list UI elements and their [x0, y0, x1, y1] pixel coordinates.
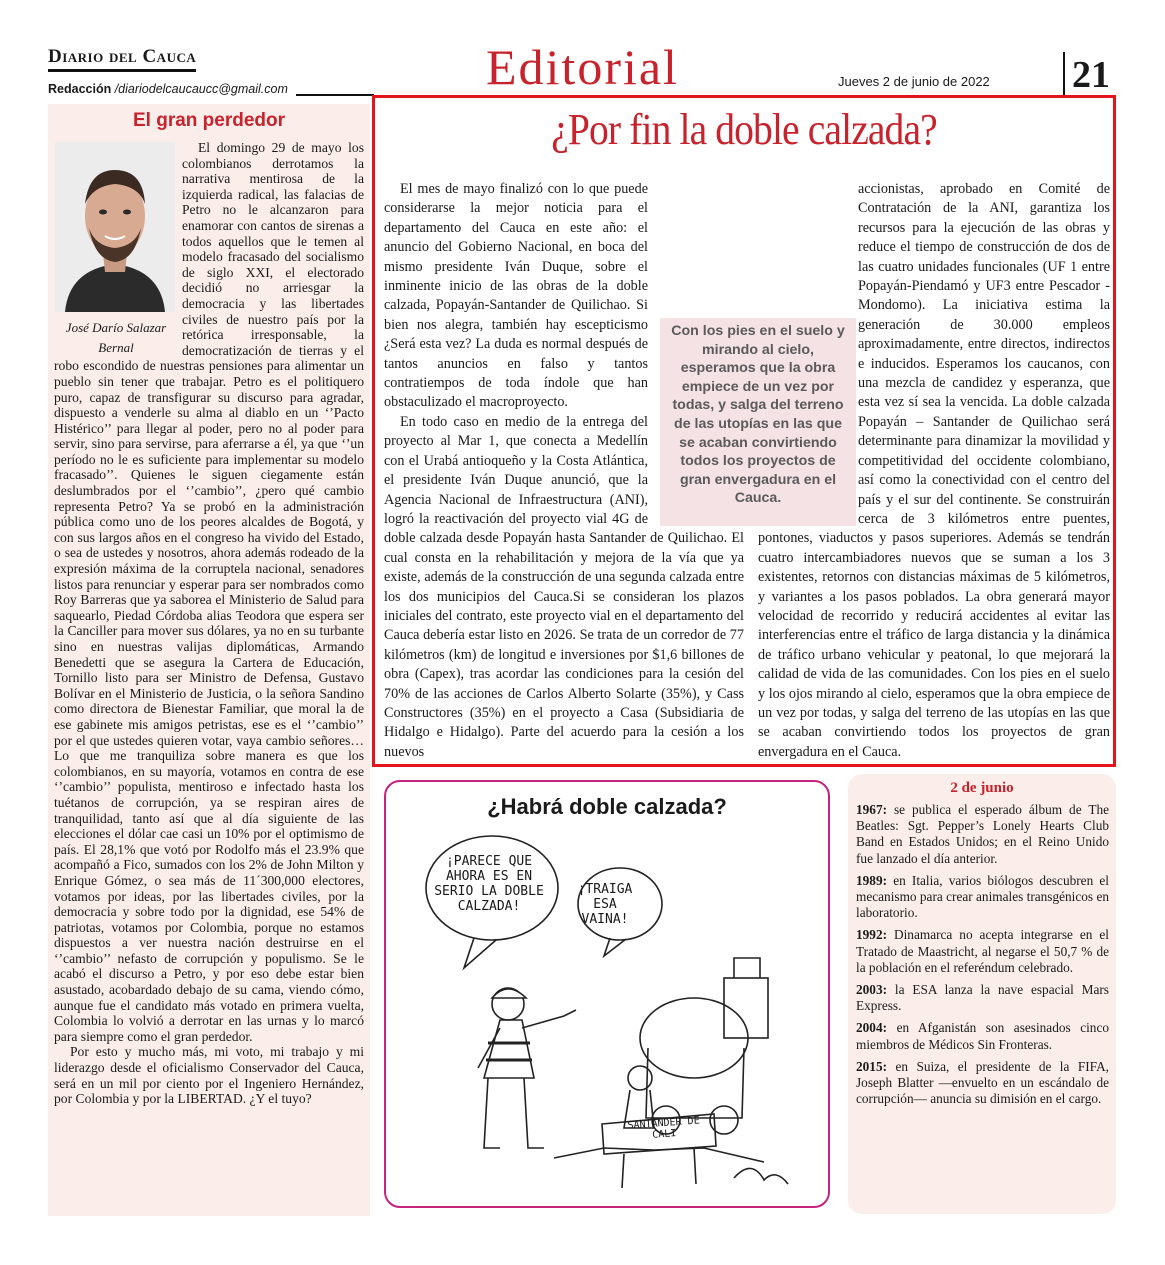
issue-date: Jueves 2 de junio de 2022 — [838, 74, 990, 89]
road-sign: SANTANDER DE CALI — [627, 1115, 701, 1141]
ephemeris-year: 2003: — [856, 982, 888, 998]
ephemeris-text: en Afganistán son asesinados cinco miembros de Médicos Sin Fronteras. — [856, 1020, 1109, 1052]
ephemeris-item — [856, 802, 1109, 867]
ephemeris-item — [856, 927, 1109, 976]
ephemeris-year: 2015: — [856, 1058, 888, 1074]
ephemeris-year: 1989: — [856, 872, 888, 888]
column-paragraph: Por esto y mucho más, mi voto, mi trabajo y mi liderazgo desde el oficialismo Conservador del Cauca, será en un mil por ciento por el Ingeniero Hernández, por Colombia y por la LIBERTAD. ¿Y el tuyo? — [54, 1044, 364, 1107]
editorial-paragraph: accionistas, aprobado en Comité de Contratación de la ANI, garantiza los recursos para la ejecución de las obras y reduce el tiempo de construcción de dos de las cuatro unidades funcionales (UF 1 entre Popayán-Piendamó y UF3 entre Pescador -Mondomo). La iniciativa estima la generación de 30.000 empleos aproximadamente, entre directos, indirectos e inducidos. Esperamos los caucanos, con una mezcla de candidez y esperanza, que esta vez sí sea la vencida. La doble calzada Popayán – Santander de Quilichao será determinante para dinamizar la movilidad y competitividad del occidente colombiano, así como la conectividad con el centro del país y el sur del continente. Se construirán cerca de 3 kilómetros entre puentes, pontones, viaductos y pasos superiores. Además se tendrán cuatro intercambiadores nuevos que se suman a los 3 existentes, retornos con distancias máximas de 5 kilómetros, y variantes a los pasos poblados. La obra generará mayor velocidad de recorrido y reducirá accidentes al evitar las interferencias entre el tráfico de larga distancia y la dinámica de tráfico urbano vehicular y peatonal, lo que mejorará la calidad de vida de las comunidades. Con los pies en el suelo y los ojos mirando al cielo, esperamos que la obra empiece de un vez por todas, y salga del terreno de las utopías en las que se acaban convirtiendo todos los proyectos de gran envergadura en el Cauca. — [758, 181, 1110, 760]
speech-bubble-second: ¡TRAIGA ESA VAINA! — [577, 882, 633, 927]
column-title: El gran perdedor — [132, 110, 286, 131]
ephemeris-text: en Italia, varios biólogos descubren el mecanismo para crear animales transgénicos en laboratorio. — [856, 872, 1109, 921]
pullquote: Con los pies en el suelo y mirando al cielo, esperamos que la obra empiece de un vez por todas, y salga del terreno de las utopías en las que se acaban convirtiendo todos los proyectos de gran envergadura en el Cauca. — [660, 318, 856, 526]
photo-spacer — [54, 140, 182, 348]
masthead-logo: Diario del Cauca — [48, 46, 196, 72]
redaccion-line — [48, 82, 288, 96]
ephemeris-list — [856, 802, 1109, 1113]
author-name: José Darío Salazar Bernal — [65, 320, 167, 355]
section-title: Editorial — [486, 40, 679, 92]
opinion-column — [48, 104, 370, 1216]
ephemeris-item — [856, 982, 1109, 1014]
redaccion-label: Redacción — [48, 82, 112, 96]
ephemeris-panel — [848, 774, 1116, 1214]
ephemeris-text: se publica el esperado álbum de The Beatles: Sgt. Pepper’s Lonely Hearts Club Band en Estados Unidos; en el Reino Unido fue lanzado el día anterior. — [856, 802, 1109, 866]
speech-bubble-worker: ¡PARECE QUE AHORA ES EN SERIO LA DOBLE CALZADA! — [434, 854, 544, 914]
ephemeris-text: Dinamarca no acepta integrarse en el Tratado de Maastricht, al negarse el 50,7 % de la población en el referéndum celebrado. — [856, 927, 1109, 975]
ephemeris-year: 1967: — [856, 802, 888, 817]
ephemeris-title: 2 de junio — [950, 780, 1014, 796]
redaccion-email[interactable]: /diariodelcaucaucc@gmail.com — [111, 82, 288, 96]
ephemeris-item — [856, 873, 1109, 922]
ephemeris-item — [856, 1059, 1109, 1108]
cartoon-panel — [384, 780, 830, 1208]
ephemeris-year: 1992: — [856, 927, 888, 943]
page-number: 21 — [1072, 54, 1110, 96]
column-paragraph: El domingo 29 de mayo los colombianos derrotamos la narrativa mentirosa de la izquierda radical, las falacias de Petro no le alcanzaron para enamorar con cantos de sirenas a todos aquellos que le temen al modelo fracasado del socialismo de siglo XXI, el electorado decidió no arriesgar la democracia y las libertades civiles de nuestro país por la retórica irresponsable, la democratización de tierras y el robo escondido de nuestras pensiones para alimentar un pueblo sin tener que trabajar. Petro es el politiquero puro, capaz de transfigurar su discurso para agradar, dispuesto a venderle su alma al diablo en un ‘’Pacto Histérico’’ para llegar al poder, pero no al poder para servir, sino para servirse, para aferrarse a él, ya que ‘’un período no le es suficiente para implementar su modelo fracasado’’. Quienes le siguen ciegamente están deslumbrados por el ‘’cambio’’, ¿pero qué cambio representa Petro? Ya se probó en la administración pública como uno de los peores alcaldes de Bogotá, y con sus largos años en el congreso ha vivido del Estado, o sea de ustedes y nosotros, ahora además rodeado de la expresión máxima de la corruptela nacional, senadores listos para renunciar y esperar para ser nombrados como Roy Barreras que ya saborea el Ministerio de Salud para saquearlo, Piedad Córdoba alias Teodora que espera ser la Canciller para mover sus dólares, ya no en su turbante sino en nuestras valijas diplomáticas, Armando Benedetti que se asegura la Cartera de Educación, Tornillo listo para ser Ministro de Defensa, Gustavo Bolívar en el Ministerio de Justicia, o la señora Sandino como directora de Bienestar Familiar, que moral la de ese gabinete mis amigos petristas, ese es el ‘’cambio’’ por el que ustedes quieren votar, vaya cambio señores… Lo que me tranquiliza sobre manera es que los colombianos, en su mayoría, votamos en contra de ese ‘’cambio’’ populista, mentiroso e infectado hasta los tuétanos de corrupción, ya se respiran aires de tranquilidad, tanto así que al día siguiente de las elecciones el dólar cae casi un 10% por el optimismo de país. El 28,1% que votó por Rodolfo más el 23.9% que acompañó a Fico, sumados con los 2% de John Milton y Enrique Gómez, o sea más de 11´300,000 electores, votamos por ideas, por las libertades civiles, por la democracia y sobre todo por la dignidad, ese 54% de patriotas, votamos por Colombia, porque no estamos dispuestos a ver nuestra nación destruirse en el ‘’cambio’’ nefasto de corrupción y populismo. Se le acabó el discurso a Petro, y por eso debe estar bien asustado, acobardado debajo de su cama, viendo cómo, aunque fue el candidato más votado en primera vuelta, Colombia lo volvió a derrotar en las urnas y lo marcó para siempre como el gran perdedor. — [54, 140, 364, 1044]
cartoon-title: ¿Habrá doble calzada? — [487, 794, 727, 819]
ephemeris-item — [856, 1020, 1109, 1052]
ephemeris-text: en Suiza, el presidente de la FIFA, Joseph Blatter —envuelto en un escándalo de corrupción— anuncia su dimisión en el cargo. — [856, 1058, 1109, 1107]
ephemeris-year: 2004: — [856, 1020, 888, 1036]
ephemeris-text: la ESA lanza la nave espacial Mars Express. — [856, 982, 1109, 1014]
editorial-paragraph: En todo caso en medio de la entrega del proyecto al Mar 1, que conecta a Medellín con el Urabá antioqueño y la Costa Atlántica, el presidente Iván Duque anunció, que la Agencia Nacional de Infraestructura (ANI), logró la reactivación del proyecto vial 4G de doble calzada desde Popayán hasta Santander de Quilichao. El cual consta en la rehabilitación y mejora de la vía que ya existe, además de la construcción de una segunda calzada entre los dos municipios del Cauca.Si se consideran los plazos iniciales del contrato, este proyecto vial en el departamento del Cauca debería estar listo en 2026. Se trata de un corredor de 77 kilómetros (km) de longitud e inversiones por $1,6 billones de obra (Capex), tras acordar las condiciones para la cesión del 70% de las acciones de Carlos Alberto Solarte (35%), y Cass Constructores (35%) en el proyecto a Casa (Subsidiaria de Hidalgo e Hidalgo). Parte del acuerdo para la cesión a los nuevos — [384, 413, 744, 760]
editorial-headline: ¿Por fin la doble calzada? — [551, 105, 937, 154]
editorial-paragraph: El mes de mayo finalizó con lo que puede considerarse la mejor noticia para el departamento del Cauca en este año: el anuncio del Gobierno Nacional, en boca del mismo presidente Iván Duque, sobre el inminente inicio de las obras de la doble calzada, Popayán-Santander de Quilichao. Si bien nos alegra, también hay escepticismo ¿Será esta vez? La duda es normal después de tantos anuncios en falso y tantos contratiempos de toda índole que han obstaculizado el macroproyecto. — [384, 181, 648, 411]
page-number-divider — [1063, 52, 1065, 98]
header-rule — [296, 94, 374, 96]
column-body — [54, 140, 364, 1107]
